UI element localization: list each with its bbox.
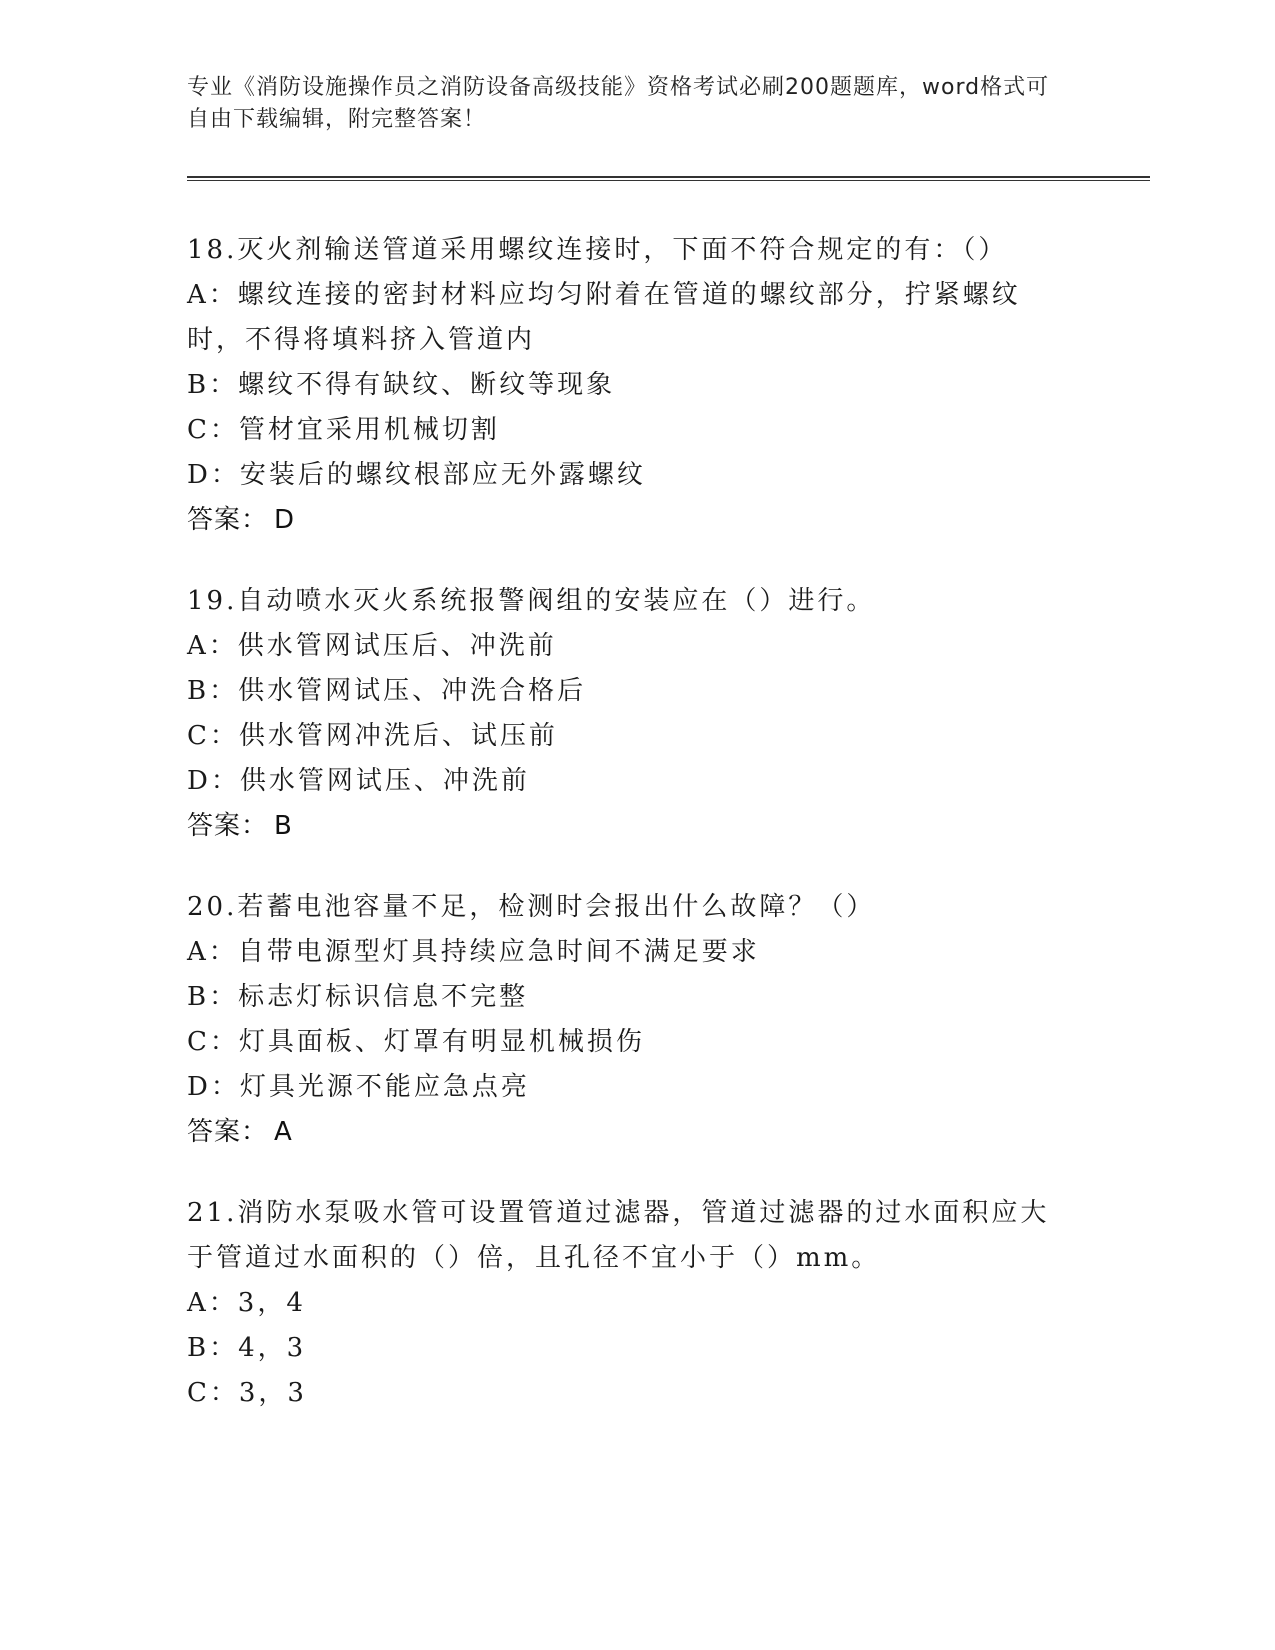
option-c: C：3，3 (187, 1378, 307, 1408)
answer-value: B (274, 811, 293, 841)
option-d: D：供水管网试压、冲洗前 (187, 766, 530, 796)
option-b: B：4，3 (187, 1333, 307, 1363)
question-20 (187, 885, 1087, 1155)
question-stem: 21.消防水泵吸水管可设置管道过滤器，管道过滤器的过水面积应大于管道过水面积的（）倍，且孔径不宜小于（）mm。 (187, 1198, 1050, 1273)
question-21 (187, 1191, 1087, 1416)
option-b: B：标志灯标识信息不完整 (187, 982, 529, 1012)
option-b: B：螺纹不得有缺纹、断纹等现象 (187, 370, 616, 400)
header-divider (187, 176, 1150, 181)
question-18 (187, 228, 1087, 543)
option-d: D：安装后的螺纹根部应无外露螺纹 (187, 460, 646, 490)
answer-label: 答案： (187, 811, 269, 841)
answer-line (187, 498, 1087, 543)
header-text: 专业《消防设施操作员之消防设备高级技能》资格考试必刷200题题库，word格式可自由下载编辑，附完整答案！ (187, 75, 1050, 132)
option-c: C：管材宜采用机械切割 (187, 415, 500, 445)
answer-value: D (274, 505, 296, 535)
option-c: C：灯具面板、灯罩有明显机械损伤 (187, 1027, 645, 1057)
document-header (187, 72, 1067, 136)
option-a: A：自带电源型灯具持续应急时间不满足要求 (187, 937, 760, 967)
option-b: B：供水管网试压、冲洗合格后 (187, 676, 587, 706)
question-list (187, 228, 1087, 1452)
question-stem: 20.若蓄电池容量不足，检测时会报出什么故障？（） (187, 892, 876, 922)
answer-value: A (274, 1117, 293, 1147)
answer-line (187, 1110, 1087, 1155)
answer-label: 答案： (187, 505, 269, 535)
answer-label: 答案： (187, 1117, 269, 1147)
answer-line (187, 804, 1087, 849)
option-a: A：3，4 (187, 1288, 306, 1318)
question-19 (187, 579, 1087, 849)
option-a: A：螺纹连接的密封材料应均匀附着在管道的螺纹部分，拧紧螺纹时，不得将填料挤入管道内 (187, 280, 1021, 355)
option-d: D：灯具光源不能应急点亮 (187, 1072, 530, 1102)
option-a: A：供水管网试压后、冲洗前 (187, 631, 557, 661)
question-stem: 19.自动喷水灭火系统报警阀组的安装应在（）进行。 (187, 586, 876, 616)
question-stem: 18.灭火剂输送管道采用螺纹连接时，下面不符合规定的有：（） (187, 235, 1008, 265)
option-c: C：供水管网冲洗后、试压前 (187, 721, 558, 751)
